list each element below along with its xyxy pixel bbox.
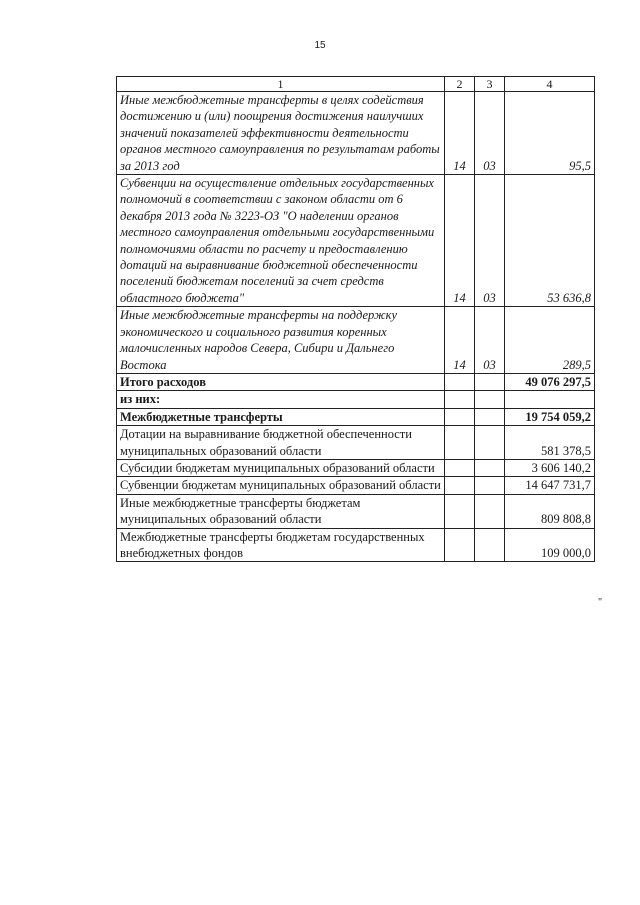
row-name: Межбюджетные трансферты бюджетам государственных внебюджетных фондов (117, 528, 445, 562)
row-rz: 14 (445, 92, 475, 175)
row-rz: 14 (445, 175, 475, 307)
row-pr (475, 494, 505, 528)
budget-table-body (117, 77, 595, 562)
table-row (117, 175, 595, 307)
table-row (117, 92, 595, 175)
row-amount: 14 647 731,7 (505, 477, 595, 494)
row-name: Итого расходов (117, 373, 445, 390)
header-cell-pr: 3 (475, 77, 505, 92)
row-amount: 49 076 297,5 (505, 373, 595, 390)
row-amount: 95,5 (505, 92, 595, 175)
table-row-total (117, 373, 595, 390)
row-rz (445, 477, 475, 494)
table-row (117, 408, 595, 425)
row-name: Дотации на выравнивание бюджетной обеспеченности муниципальных образований области (117, 426, 445, 460)
row-rz (445, 494, 475, 528)
row-amount: 289,5 (505, 307, 595, 374)
row-pr: 03 (475, 175, 505, 307)
table-row (117, 494, 595, 528)
table-row (117, 477, 595, 494)
row-pr (475, 426, 505, 460)
header-cell-amount: 4 (505, 77, 595, 92)
row-rz (445, 391, 475, 408)
row-pr: 03 (475, 92, 505, 175)
header-cell-name: 1 (117, 77, 445, 92)
budget-table (116, 76, 595, 562)
table-row (117, 391, 595, 408)
row-amount: 19 754 059,2 (505, 408, 595, 425)
row-rz: 14 (445, 307, 475, 374)
row-amount: 581 378,5 (505, 426, 595, 460)
row-rz (445, 459, 475, 476)
row-name: Субвенции бюджетам муниципальных образований области (117, 477, 445, 494)
row-pr (475, 408, 505, 425)
table-row (117, 459, 595, 476)
row-amount (505, 391, 595, 408)
closing-quote-mark: " (598, 597, 603, 608)
table-header-row (117, 77, 595, 92)
table-row (117, 426, 595, 460)
table-row (117, 307, 595, 374)
row-name: Субсидии бюджетам муниципальных образований области (117, 459, 445, 476)
row-name: Межбюджетные трансферты (117, 408, 445, 425)
row-pr (475, 391, 505, 408)
row-name: Иные межбюджетные трансферты бюджетам муниципальных образований области (117, 494, 445, 528)
page-number: 15 (314, 40, 326, 51)
row-rz (445, 426, 475, 460)
row-pr: 03 (475, 307, 505, 374)
row-pr (475, 528, 505, 562)
row-amount: 53 636,8 (505, 175, 595, 307)
row-rz (445, 528, 475, 562)
row-rz (445, 408, 475, 425)
row-amount: 3 606 140,2 (505, 459, 595, 476)
row-amount: 809 808,8 (505, 494, 595, 528)
row-name: Иные межбюджетные трансферты в целях содействия достижению и (или) поощрения достижения наилучших значений показателей эффективности деятельности органов местного самоуправления по результатам работы за 2013 год (117, 92, 445, 175)
row-pr (475, 459, 505, 476)
row-pr (475, 373, 505, 390)
row-pr (475, 477, 505, 494)
row-name: Иные межбюджетные трансферты на поддержку экономического и социального развития коренных малочисленных народов Севера, Сибири и Дальнего Востока (117, 307, 445, 374)
row-name: из них: (117, 391, 445, 408)
table-row (117, 528, 595, 562)
row-amount: 109 000,0 (505, 528, 595, 562)
row-rz (445, 373, 475, 390)
header-cell-rz: 2 (445, 77, 475, 92)
row-name: Субвенции на осуществление отдельных государственных полномочий в соответствии с законом области от 6 декабря 2013 года № 3223-ОЗ "О наделении органов местного самоуправления отдельными государственными полномочиями области по расчету и предоставлению дотаций на выравнивание бюджетной обеспеченности поселений бюджетам поселений за счет средств областного бюджета" (117, 175, 445, 307)
